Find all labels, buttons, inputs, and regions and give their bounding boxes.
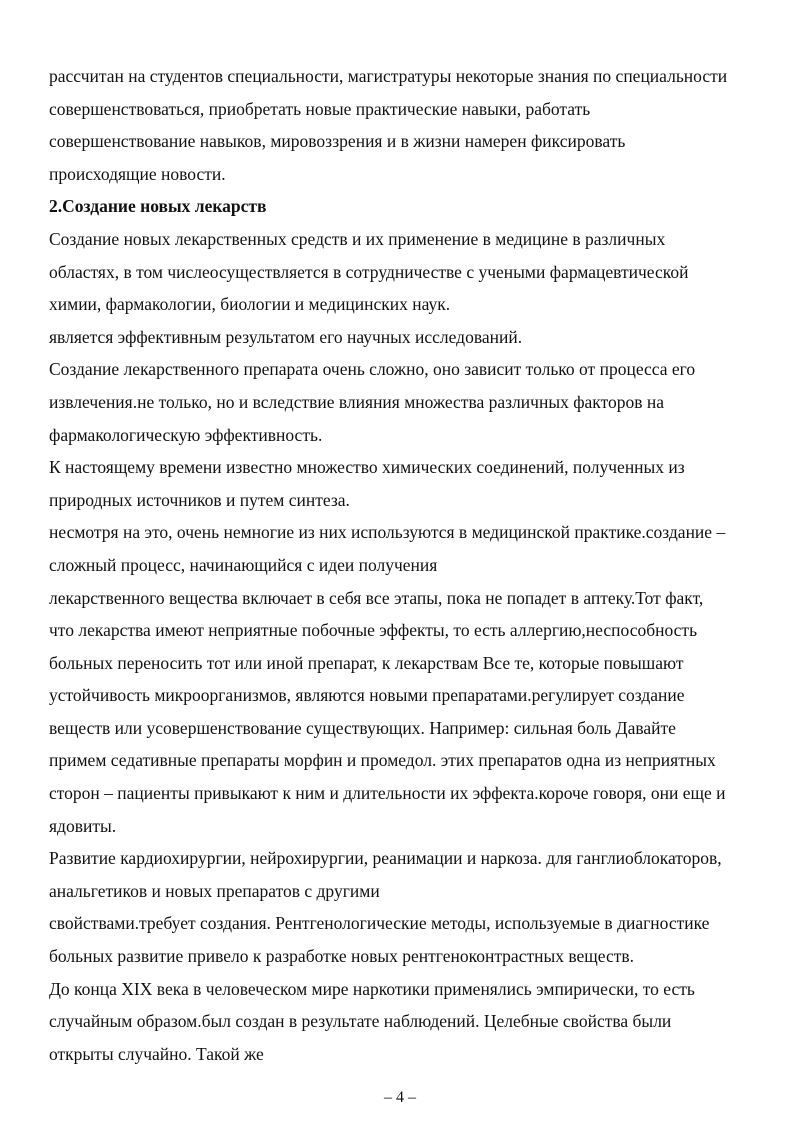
text-line: лекарственного вещества включает в себя все этапы, пока не попадет в аптеку.Тот факт,: [49, 587, 704, 608]
text-line: устойчивость микроорганизмов, являются новыми препаратами.регулирует создание: [49, 685, 685, 706]
document-body: [49, 60, 784, 1070]
text-line: больных развитие привело к разработке новых рентгеноконтрастных веществ.: [49, 946, 635, 967]
text-line: областях, в том числеосуществляется в сотрудничестве с учеными фармацевтической: [49, 261, 689, 282]
text-line: фармакологическую эффективность.: [49, 424, 323, 445]
text-line: ядовиты.: [49, 815, 117, 836]
text-line: несмотря на это, очень немногие из них используются в медицинской практике.создание –: [49, 522, 726, 543]
section-heading: 2.Создание новых лекарств: [49, 196, 267, 217]
text-line: Создание новых лекарственных средств и их применение в медицине в различных: [49, 228, 666, 249]
text-line: К настоящему времени известно множество химических соединений, полученных из: [49, 457, 685, 478]
text-line: больных переносить тот или иной препарат, к лекарствам Все те, которые повышают: [49, 652, 684, 673]
text-line: Создание лекарственного препарата очень сложно, оно зависит только от процесса его: [49, 359, 696, 380]
text-line: сложный процесс, начинающийся с идеи получения: [49, 554, 438, 575]
text-line: свойствами.требует создания. Рентгенологические методы, используемые в диагностике: [49, 913, 710, 934]
page-number: – 4 –: [384, 1089, 416, 1106]
text-line: что лекарства имеют неприятные побочные эффекты, то есть аллергию,неспособность: [49, 620, 698, 641]
text-line: является эффективным результатом его научных исследований.: [49, 326, 523, 347]
text-line: веществ или усовершенствование существующих. Например: сильная боль Давайте: [49, 717, 676, 738]
text-line: случайным образом.был создан в результате наблюдений. Целебные свойства были: [49, 1011, 672, 1032]
text-line: совершенствоваться, приобретать новые практические навыки, работать: [49, 98, 591, 119]
text-line: природных источников и путем синтеза.: [49, 489, 350, 510]
text-line: открыты случайно. Такой же: [49, 1043, 264, 1064]
text-line: сторон – пациенты привыкают к ним и длительности их эффекта.короче говоря, они еще и: [49, 783, 726, 804]
text-line: рассчитан на студентов специальности, магистратуры некоторые знания по специальности: [49, 66, 728, 86]
text-line: извлечения.не только, но и вследствие влияния множества различных факторов на: [49, 391, 665, 412]
text-line: химии, фармакологии, биологии и медицинских наук.: [49, 294, 451, 315]
text-line: Развитие кардиохирургии, нейрохирургии, реанимации и наркоза. для ганглиоблокаторов,: [49, 848, 722, 869]
text-line: До конца XIX века в человеческом мире наркотики применялись эмпирически, то есть: [49, 978, 695, 999]
text-line: анальгетиков и новых препаратов с другими: [49, 880, 380, 901]
text-line: совершенствование навыков, мировоззрения и в жизни намерен фиксировать: [49, 131, 626, 152]
text-line: происходящие новости.: [49, 163, 226, 184]
text-line: примем седативные препараты морфин и промедол. этих препаратов одна из неприятных: [49, 750, 716, 771]
